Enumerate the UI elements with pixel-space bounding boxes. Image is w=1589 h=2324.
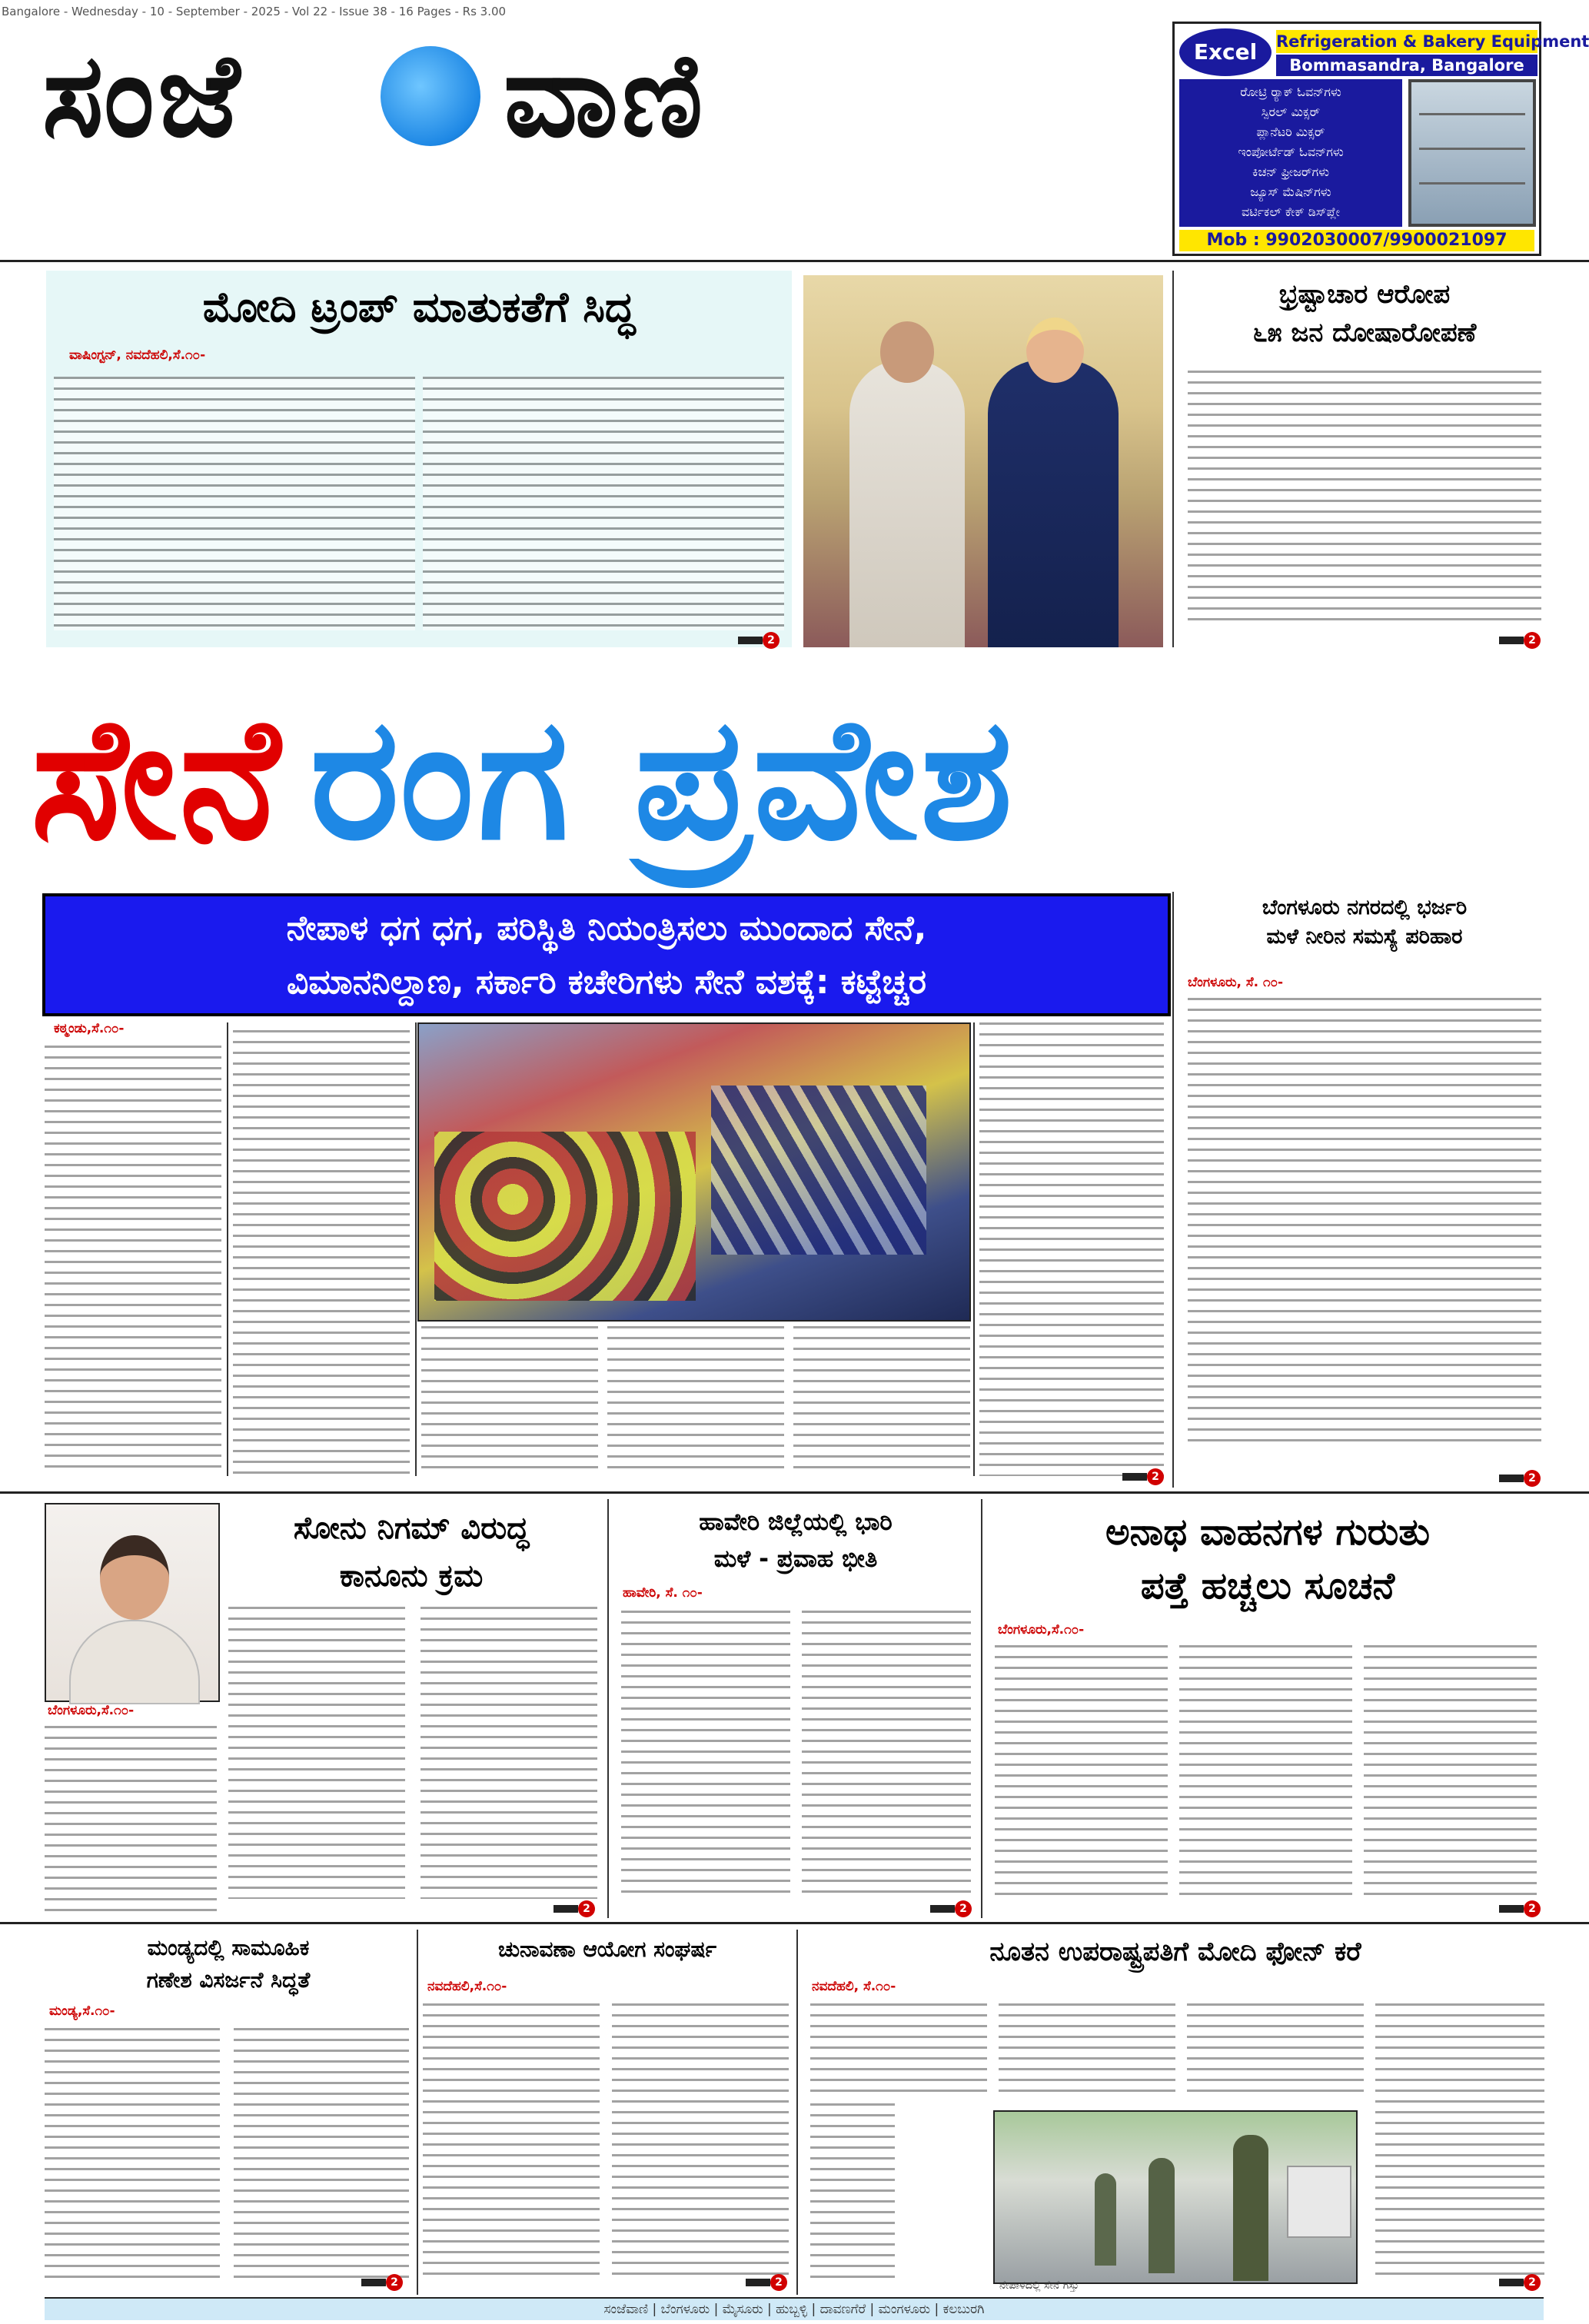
row4-story2[interactable]: [423, 1930, 792, 2291]
ad-display-case-image: [1408, 79, 1536, 227]
row4-story1-headline-line2: ಗಣೇಶ ವಿಸರ್ಜನೆ ಸಿದ್ಧತೆ: [146, 1967, 311, 1993]
row3-story1-headline-line2: ಕಾನೂನು ಕ್ರಮ: [339, 1558, 484, 1594]
main-story-body: [421, 1326, 598, 1476]
top-story-headline: ಮೋದಿ ಟ್ರಂಪ್ ಮಾತುಕತೆಗೆ ಸಿದ್ಧ: [202, 283, 636, 331]
ad-item: ಪ್ಲಾನೆಟರಿ ಮಿಕ್ಸರ್: [1256, 125, 1325, 139]
photo-caption: ನೇಪಾಳದಲ್ಲಿ ಸೇನೆ ಗಸ್ತು: [999, 2279, 1079, 2292]
continued-marker[interactable]: 2: [746, 2274, 787, 2291]
row3-story2-headline-line1: ಹಾವೇರಿ ಜಿಲ್ಲೆಯಲ್ಲಿ ಭಾರಿ: [699, 1508, 893, 1536]
row3-story2-dateline: ಹಾವೇರಿ, ಸೆ. ೧೦-: [623, 1585, 703, 1601]
row4-story3-headline: ನೂತನ ಉಪರಾಷ್ಟ್ರಪತಿಗೆ ಮೋದಿ ಫೋನ್ ಕರೆ: [989, 1937, 1361, 1967]
row3-story2-headline-line2: ಮಳೆ - ಪ್ರವಾಹ ಭೀತಿ: [713, 1545, 878, 1573]
ad-item: ಸ್ಪಿರಲ್ ಮಿಕ್ಸರ್: [1261, 105, 1321, 119]
person-left-head: [880, 321, 934, 383]
army-patrol-photo: [993, 2110, 1358, 2284]
person-right-figure: [988, 360, 1119, 647]
right-mid-headline-line1: ಬೆಂಗಳೂರು ನಗರದಲ್ಲಿ ಭರ್ಜರಿ: [1262, 896, 1468, 919]
top-story-dateline: ವಾಷಿಂಗ್ಟನ್, ನವದೆಹಲಿ,ಸೆ.೧೦-: [69, 347, 206, 363]
right-mid-headline-line2: ಮಳೆ ನೀರಿನ ಸಮಸ್ಯೆ ಪರಿಹಾರ: [1266, 925, 1463, 949]
ad-item: ಜ್ಯೂಸ್ ಮೆಷಿನ್‌ಗಳು: [1250, 185, 1331, 199]
footer-strip: [45, 2297, 1544, 2320]
row3-story1-body: [421, 1607, 597, 1899]
continued-marker[interactable]: 2: [1499, 632, 1541, 649]
advertisement[interactable]: [1172, 22, 1589, 256]
main-story-body: [233, 1030, 410, 1476]
row4-story2-body: [612, 2003, 789, 2280]
row4-story2-headline: ಚುನಾವಣಾ ಆಯೋಗ ಸಂಘರ್ಷ: [498, 1937, 716, 1962]
row4-story2-body: [423, 2003, 600, 2280]
row3-story2-body: [802, 1611, 971, 1899]
masthead-logo: [42, 23, 811, 169]
right-top-headline-line2: ೬೫ ಜನ ದೋಷಾರೋಪಣೆ: [1252, 318, 1477, 348]
person-left-figure: [849, 360, 965, 647]
row4-story1-body: [234, 2028, 409, 2282]
top-story-body: [54, 377, 415, 630]
top-story[interactable]: [46, 271, 792, 647]
main-subhead-line1: ನೇಪಾಳ ಧಗ ಧಗ, ಪರಿಸ್ಥಿತಿ ನಿಯಂತ್ರಿಸಲು ಮುಂದಾದ ಸೇನೆ,: [286, 909, 927, 948]
main-story-body: [979, 1022, 1164, 1476]
person-body: [69, 1620, 200, 1704]
main-headline-word1: ಸೇನೆ: [31, 680, 284, 877]
row3-story3[interactable]: [987, 1499, 1548, 1914]
row3-story1-body: [45, 1726, 217, 1914]
row3-story3-dateline: ಬೆಂಗಳೂರು,ಸೆ.೧೦-: [998, 1622, 1085, 1637]
row3-story1-body: [228, 1607, 405, 1899]
row4-story2-dateline: ನವದೆಹಲಿ,ಸೆ.೧೦-: [427, 1979, 507, 1994]
ad-mobile: Mob : 9902030007/9900021097: [1179, 230, 1534, 251]
continued-marker[interactable]: 2: [361, 2274, 403, 2291]
continued-marker[interactable]: 2: [553, 1900, 595, 1917]
row4-story1-headline-line1: ಮಂಡ್ಯದಲ್ಲಿ ಸಾಮೂಹಿಕ: [147, 1935, 310, 1960]
ad-location: Bommasandra, Bangalore: [1276, 55, 1537, 76]
row3-story3-body: [1364, 1645, 1537, 1903]
main-headline-word2: ರಂಗ ಪ್ರವೇಶ: [310, 680, 1016, 877]
person-head: [100, 1535, 169, 1620]
right-top-story[interactable]: [1180, 271, 1549, 647]
soldier-figure: [1233, 2135, 1268, 2281]
right-top-body: [1188, 371, 1541, 624]
riot-shield-shapes: [711, 1086, 926, 1255]
continued-marker[interactable]: 2: [1122, 1468, 1164, 1485]
soldier-figure: [1149, 2158, 1175, 2273]
continued-marker[interactable]: 2: [1499, 1470, 1541, 1487]
continued-marker[interactable]: 2: [738, 632, 780, 649]
person-right-head: [1026, 318, 1084, 383]
continued-marker[interactable]: 2: [1499, 2274, 1541, 2291]
masthead-title-part1: ಸಂಜೆ: [42, 29, 243, 163]
row3-story2[interactable]: [613, 1499, 978, 1914]
row3-story3-headline-line2: ಪತ್ತೆ ಹಚ್ಚಲು ಸೂಚನೆ: [1140, 1564, 1395, 1608]
ad-item: ರೋಟ್ರಿ ರ್‍ಯಾಕ್ ಓವನ್‌ಗಳು: [1240, 85, 1341, 99]
row3-story3-body: [995, 1645, 1168, 1903]
row4-story3-body: [810, 2003, 987, 2096]
main-subhead-line2: ವಿಮಾನನಿಲ್ದಾಣ, ಸರ್ಕಾರಿ ಕಚೇರಿಗಳು ಸೇನೆ ವಶಕ್ಕೆ: ಕಟ್ಟೆಚ್ಚರ: [286, 963, 927, 1002]
row4-story1-body: [45, 2028, 220, 2282]
main-story-body: [607, 1326, 784, 1476]
row4-story1-dateline: ಮಂಡ್ಯ,ಸೆ.೧೦-: [49, 2003, 115, 2019]
main-story-dateline: ಕಠ್ಮಂಡು,ಸೆ.೧೦-: [54, 1021, 125, 1036]
masthead-title-part2: ವಾಣಿ: [504, 29, 706, 163]
masthead-globe-icon: [381, 46, 480, 146]
vehicle-shape: [1287, 2166, 1351, 2238]
ad-item: ಕಿಚನ್ ಫ್ರೀಜರ್‌ಗಳು: [1252, 165, 1329, 179]
main-story-body: [45, 1046, 221, 1476]
row4-story3-body: [1187, 2003, 1364, 2096]
right-top-headline-line1: ಭ್ರಷ್ಟಾಚಾರ ಆರೋಪ: [1278, 279, 1451, 310]
soldier-figure: [1095, 2173, 1116, 2266]
main-subhead-box: [42, 893, 1171, 1016]
main-story-body: [793, 1326, 970, 1476]
continued-marker[interactable]: 2: [930, 1900, 972, 1917]
row3-story1-headline-line1: ಸೋನು ನಿಗಮ್ ವಿರುದ್ಧ: [293, 1511, 530, 1546]
ad-brand: Excel: [1193, 39, 1258, 65]
top-story-body: [423, 377, 784, 630]
modi-trump-photo: [803, 275, 1163, 647]
continued-marker[interactable]: 2: [1499, 1900, 1541, 1917]
row4-story3-body: [999, 2003, 1175, 2096]
crowd-shapes: [434, 1132, 696, 1301]
row3-story3-headline-line1: ಅನಾಥ ವಾಹನಗಳ ಗುರುತು: [1105, 1511, 1431, 1554]
row4-story3-dateline: ನವದೆಹಲಿ, ಸೆ.೧೦-: [812, 1979, 896, 1994]
ad-heading: Refrigeration & Bakery Equipment: [1276, 30, 1537, 53]
top-line: Bangalore - Wednesday - 10 - September - 2025 - Vol 22 - Issue 38 - 16 Pages - Rs 3.00: [2, 5, 507, 18]
main-headline: [31, 667, 1553, 890]
row4-story1[interactable]: [45, 1930, 412, 2291]
row4-story3-body: [1375, 2003, 1544, 2280]
footer-text: ಸಂಜೆವಾಣಿ | ಬೆಂಗಳೂರು | ಮೈಸೂರು | ಹುಬ್ಬಳ್ಳಿ | ದಾವಣಗೆರೆ | ಮಂಗಳೂರು | ಕಲಬುರಗಿ: [603, 2302, 985, 2317]
ad-item: ವರ್ಟಿಕಲ್ ಕೇಕ್ ಡಿಸ್‌ಪ್ಲೇ: [1242, 204, 1340, 219]
right-mid-story[interactable]: [1180, 892, 1549, 1488]
sonu-nigam-photo: [45, 1503, 220, 1702]
ad-brand-logo: [1179, 28, 1272, 76]
row3-story1-dateline: ಬೆಂಗಳೂರು,ಸೆ.೧೦-: [48, 1703, 135, 1718]
row3-story1[interactable]: [219, 1499, 603, 1914]
row3-story2-body: [621, 1611, 790, 1899]
nepal-protest-photo: [417, 1022, 971, 1322]
row4-story3-body: [810, 2103, 895, 2280]
ad-items-box: [1179, 79, 1402, 227]
ad-item: ಇಂಪೋರ್ಟೆಡ್ ಓವನ್‌ಗಳು: [1238, 145, 1344, 159]
right-mid-body: [1188, 998, 1541, 1444]
right-mid-dateline: ಬೆಂಗಳೂರು, ಸೆ. ೧೦-: [1188, 975, 1284, 990]
row3-story3-body: [1179, 1645, 1352, 1903]
